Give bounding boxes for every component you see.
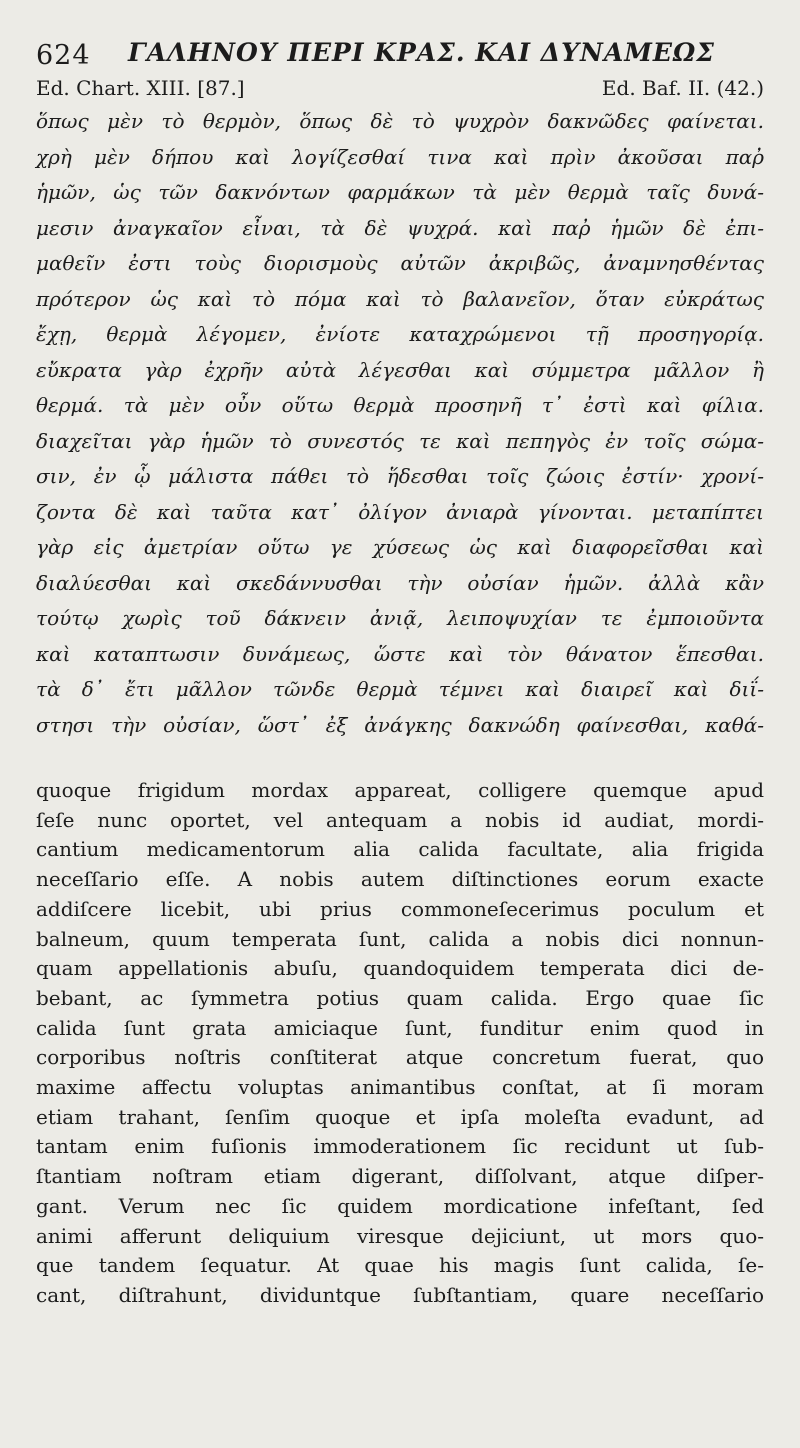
- latin-line: corporibus noſtris conſtiterat atque concretum fuerat, quo: [36, 1045, 764, 1070]
- greek-line: ζοντα δὲ καὶ ταῦτα κατ᾿ ὀλίγον ἀνιαρὰ γίνονται. μεταπίπτει: [36, 499, 764, 524]
- greek-line: θερμά. τὰ μὲν οὖν οὕτω θερμὰ προσηνῆ τ᾿ ἐστὶ καὶ φίλια.: [36, 393, 764, 417]
- greek-line: ἡμῶν, ὡς τῶν δακνόντων φαρμάκων τὰ μὲν θερμὰ ταῖς δυνά-: [36, 180, 764, 204]
- greek-line: ὅπως μὲν τὸ θερμὸν, ὅπως δὲ τὸ ψυχρὸν δακνῶδες φαίνεται.: [36, 109, 764, 133]
- latin-line: balneum, quum temperata ſunt, calida a nobis dici nonnun-: [36, 926, 764, 951]
- greek-line: τὰ δ᾿ ἔτι μᾶλλον τῶνδε θερμὰ τέμνει καὶ διαιρεῖ καὶ διΐ-: [36, 677, 764, 701]
- latin-line: neceſſario eſſe. A nobis autem diſtinctiones eorum exacte: [36, 867, 764, 892]
- page-number: 624: [36, 40, 91, 71]
- latin-line: cant, diſtrahunt, dividuntque ſubſtantiam, quare neceſſario: [36, 1282, 764, 1307]
- latin-line: que tandem ſequatur. At quae his magis ſunt calida, ſe-: [36, 1253, 764, 1278]
- running-title: ΓΑΛΗΝΟΥ ΠΕΡΙ ΚΡΑΣ. ΚΑΙ ΔΥΝΑΜΕΩΣ: [128, 38, 715, 67]
- greek-line: καὶ καταπτωσιν δυνάμεως, ὥστε καὶ τὸν θάνατον ἕπεσθαι.: [36, 641, 764, 666]
- latin-line: tantam enim fuſionis immoderationem ſic recidunt ut ſub-: [36, 1134, 764, 1159]
- greek-line: πρότερον ὡς καὶ τὸ πόμα καὶ τὸ βαλανεῖον, ὅταν εὐκράτως: [36, 286, 764, 311]
- greek-text-block: [36, 104, 764, 743]
- latin-line: quoque frigidum mordax appareat, colligere quemque apud: [36, 778, 764, 802]
- greek-line: ἔχῃ, θερμὰ λέγομεν, ἐνίοτε καταχρώμενοι τῇ προσηγορίᾳ.: [36, 322, 764, 346]
- latin-line: animi afferunt deliquium viresque dejiciunt, ut mors quo-: [36, 1223, 764, 1248]
- latin-line: quam appellationis abuſu, quandoquidem temperata dici de-: [36, 956, 764, 981]
- greek-line: μαθεῖν ἐστι τοὺς διορισμοὺς αὐτῶν ἀκριβῶς, ἀναμνησθέντας: [36, 251, 764, 275]
- greek-line: διαχεῖται γὰρ ἡμῶν τὸ συνεστός τε καὶ πεπηγὸς ἐν τοῖς σώμα-: [36, 428, 764, 453]
- edition-chart: Ed. Chart. XIII. [87.]: [36, 76, 245, 100]
- edition-line: [36, 72, 764, 104]
- latin-line: ſtantiam noſtram etiam digerant, diſſolvant, atque diſper-: [36, 1164, 764, 1189]
- greek-line: μεσιν ἀναγκαῖον εἶναι, τὰ δὲ ψυχρά. καὶ παῤ ἡμῶν δὲ ἐπι-: [36, 215, 764, 240]
- latin-line: cantium medicamentorum alia calida facultate, alia frigida: [36, 837, 764, 862]
- greek-line: στησι τὴν οὐσίαν, ὥστ᾿ ἐξ ἀνάγκης δακνώδη φαίνεσθαι, καθά-: [36, 712, 764, 737]
- greek-line: σιν, ἐν ᾧ μάλιστα πάθει τὸ ἥδεσθαι τοῖς ζώοις ἐστίν· χρονί-: [36, 464, 764, 488]
- greek-line: τούτῳ χωρὶς τοῦ δάκνειν ἀνιᾷ, λειποψυχίαν τε ἐμποιοῦντα: [36, 606, 764, 630]
- greek-line: χρὴ μὲν δήπου καὶ λογίζεσθαί τινα καὶ πρὶν ἀκοῦσαι παῤ: [36, 144, 764, 169]
- latin-line: ſeſe nunc oportet, vel antequam a nobis id audiat, mordi-: [36, 807, 764, 832]
- greek-line: γὰρ εἰς ἀμετρίαν οὕτω γε χύσεως ὡς καὶ διαφορεῖσθαι καὶ: [36, 535, 764, 559]
- latin-line: calida ſunt grata amiciaque ſunt, funditur enim quod in: [36, 1015, 764, 1040]
- page-header: [36, 30, 764, 72]
- edition-basel: Ed. Baf. II. (42.): [601, 76, 764, 100]
- latin-line: gant. Verum nec ſic quidem mordicatione infeſtant, ſed: [36, 1193, 764, 1218]
- latin-line: etiam trahant, ſenſim quoque et ipſa moleſta evadunt, ad: [36, 1104, 764, 1129]
- greek-line: εὔκρατα γὰρ ἐχρῆν αὐτὰ λέγεσθαι καὶ σύμμετρα μᾶλλον ἢ: [36, 357, 764, 382]
- latin-text-block: [36, 776, 764, 1311]
- latin-line: maxime affectu voluptas animantibus conſtat, at ſi moram: [36, 1075, 764, 1100]
- latin-line: addiſcere licebit, ubi prius commoneſecerimus poculum et: [36, 896, 764, 921]
- greek-line: διαλύεσθαι καὶ σκεδάννυσθαι τὴν οὐσίαν ἡμῶν. ἀλλὰ κἂν: [36, 570, 764, 595]
- latin-line: bebant, ac ſymmetra potius quam calida. Ergo quae ſic: [36, 985, 764, 1010]
